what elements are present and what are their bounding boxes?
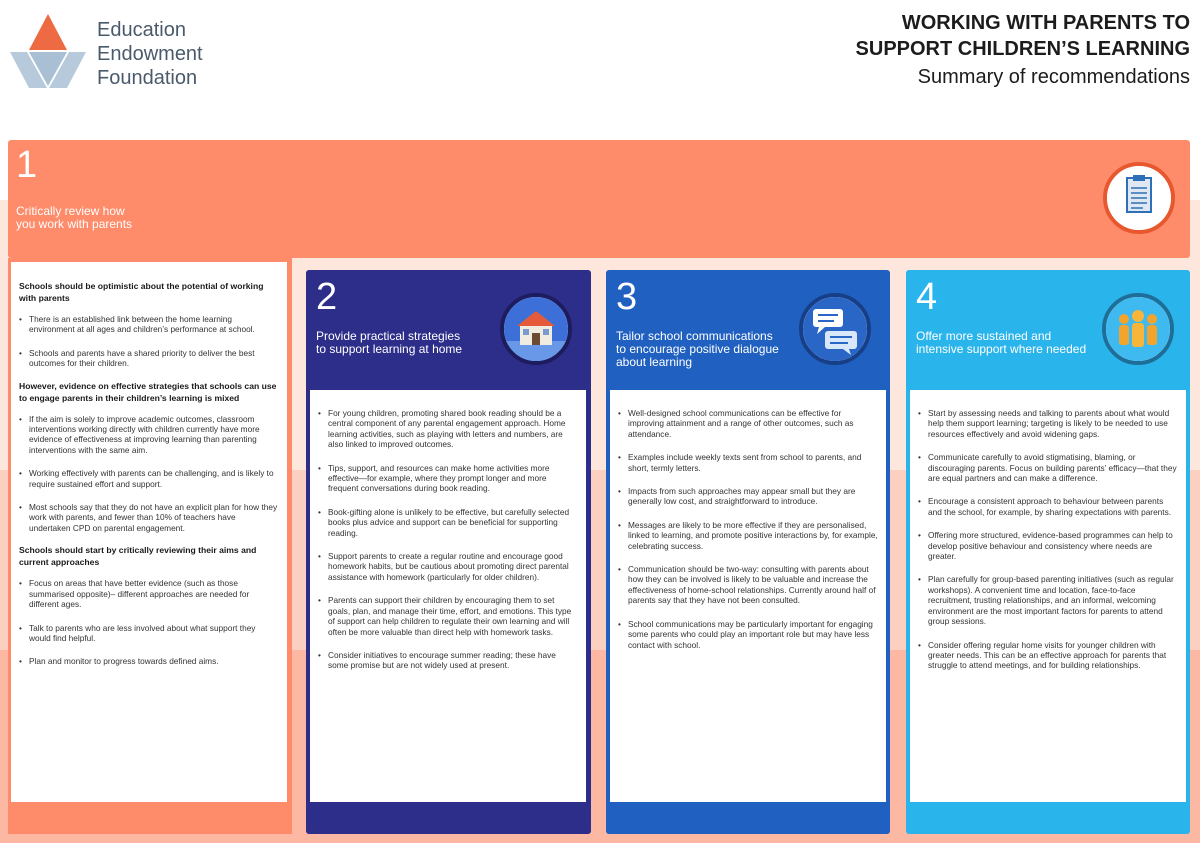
people-group-icon bbox=[1106, 297, 1170, 361]
logo-line-3: Foundation bbox=[97, 67, 198, 89]
rec2-body bbox=[310, 390, 586, 802]
rec3-bullet: • Examples include weekly texts sent from school to parents, and short, termly letters. bbox=[618, 452, 878, 473]
eef-logo-icon bbox=[8, 12, 88, 90]
rec2-card bbox=[306, 270, 591, 834]
rec4-bullet: • Encourage a consistent approach to behaviour between parents and the school, for example, by sharing expectations with parents. bbox=[918, 496, 1178, 517]
rec1-bullet: • Working effectively with parents can be challenging, and is likely to require sustained effort and support. bbox=[19, 468, 279, 489]
rec1-header bbox=[8, 140, 1190, 258]
rec2-bullet: • Support parents to create a regular routine and encourage good homework habits, but be cautious about promoting direct parental assistance with homework (particularly for older children). bbox=[318, 551, 578, 582]
rec4-icon-badge bbox=[1102, 293, 1174, 365]
rec4-bullet: • Start by assessing needs and talking to parents about what would help them support learning; targeting is likely to be needed to use resources effectively and avoid widening gaps. bbox=[918, 408, 1178, 439]
rec4-body bbox=[910, 390, 1186, 802]
rec3-number: 3 bbox=[616, 276, 638, 318]
rec1-bullet: • Schools and parents have a shared priority to deliver the best outcomes for their children. bbox=[19, 348, 279, 369]
rec1-number: 1 bbox=[16, 144, 38, 186]
clipboard-icon bbox=[1107, 166, 1171, 230]
rec1-title: Critically review how you work with parents bbox=[16, 204, 133, 231]
rec3-card bbox=[606, 270, 890, 834]
page-title bbox=[856, 10, 1190, 62]
rec1-bullet: • Talk to parents who are less involved about what support they would find helpful. bbox=[19, 623, 279, 644]
rec4-bullet: • Offering more structured, evidence-based programmes can help to develop positive behaviour and consistency where needs are greater. bbox=[918, 530, 1178, 561]
rec4-number: 4 bbox=[916, 276, 938, 318]
rec2-bullet: • Tips, support, and resources can make home activities more effective—for example, where they prompt longer and more frequent conversations during book reading. bbox=[318, 463, 578, 494]
rec2-icon-badge bbox=[500, 293, 572, 365]
rec3-body bbox=[610, 390, 886, 802]
logo-wordmark bbox=[97, 18, 203, 90]
rec1-body bbox=[11, 262, 287, 802]
logo-line-2: Endowment bbox=[97, 43, 203, 65]
rec1-bullet: • Focus on areas that have better evidence (such as those summarised opposite)– different approaches are needed for different ages. bbox=[19, 578, 279, 609]
logo-line-1: Education bbox=[97, 19, 186, 41]
rec2-bullet: • For young children, promoting shared book reading should be a central component of any parental engagement approach. Home learning activities, such as playing with letters and numbers, are also linked to improved outcomes. bbox=[318, 408, 578, 450]
rec3-bullet: • Communication should be two-way: consulting with parents about how they can be involved is likely to be valuable and increase the effectiveness of home-school relationships. Currently around half of parents say that they have not been consulted. bbox=[618, 564, 878, 606]
rec4-title: Offer more sustained and intensive support where needed bbox=[916, 329, 1087, 356]
rec1-bullet: • Most schools say that they do not have an explicit plan for how they work with parents, and fewer than 10% of teachers have undertaken CPD on parental engagement. bbox=[19, 502, 279, 533]
rec4-bullet: • Plan carefully for group-based parenting initiatives (such as regular workshops). A convenient time and location, face-to-face recruitment, trusting relationships, and an informal, welcoming environment are the most important factors for parents to attend group sessions. bbox=[918, 574, 1178, 626]
rec2-number: 2 bbox=[316, 276, 338, 318]
rec1-heading-3: Schools should start by critically reviewing their aims and current approaches bbox=[19, 545, 257, 568]
rec4-bullet: • Consider offering regular home visits for younger children with greater needs. This can be an effective approach for parents that struggle to attend meetings, and for building relationships. bbox=[918, 640, 1178, 671]
rec2-bullet: • Book-gifting alone is unlikely to be effective, but carefully selected books plus advice and support can be beneficial for supporting reading. bbox=[318, 507, 578, 538]
rec1-bullet: • If the aim is solely to improve academic outcomes, classroom interventions working directly with children currently have more evidence of effectiveness at improving learning than parenting interventions with the same aim. bbox=[19, 414, 279, 456]
rec2-bullet: • Consider initiatives to encourage summer reading; these have some promise but are not widely used at present. bbox=[318, 650, 578, 671]
page-title-line-2: SUPPORT CHILDREN’S LEARNING bbox=[855, 38, 1190, 60]
speech-bubbles-icon bbox=[803, 297, 867, 361]
rec1-bullet: • Plan and monitor to progress towards defined aims. bbox=[19, 656, 279, 666]
rec3-bullet: • Messages are likely to be more effective if they are personalised, linked to learning, and promote positive interactions by, for example, celebrating success. bbox=[618, 520, 878, 551]
rec4-card bbox=[906, 270, 1190, 834]
house-icon bbox=[504, 297, 568, 361]
rec3-bullet: • School communications may be particularly important for engaging some parents who could play an important role but may have less contact with school. bbox=[618, 619, 878, 650]
rec3-bullet: • Well-designed school communications can be effective for improving attainment and a range of other outcomes, such as attendance. bbox=[618, 408, 878, 439]
rec2-bullet: • Parents can support their children by encouraging them to set goals, plan, and manage their time, effort, and emotions. This type of support can help children to regulate their own learning and will often be more valuable than direct help with homework tasks. bbox=[318, 595, 578, 637]
rec1-heading-1: Schools should be optimistic about the potential of working with parents bbox=[19, 281, 264, 303]
page-title-line-1: WORKING WITH PARENTS TO bbox=[901, 12, 1190, 34]
rec3-bullet: • Impacts from such approaches may appear small but they are generally low cost, and straightforward to introduce. bbox=[618, 486, 878, 507]
rec1-icon-badge bbox=[1103, 162, 1175, 234]
rec4-bullet: • Communicate carefully to avoid stigmatising, blaming, or discouraging parents. Focus on building parents’ efficacy—that they are equal partners and can make a difference. bbox=[918, 452, 1178, 483]
rec2-title: Provide practical strategies to support learning at home bbox=[316, 329, 463, 356]
rec3-title: Tailor school communications to encourage positive dialogue about learning bbox=[616, 329, 779, 369]
rec1-heading-2: However, evidence on effective strategies that schools can use to engage parents in their children’s learning is mixed bbox=[19, 380, 277, 403]
rec1-bullet: • There is an established link between the home learning environment at all ages and children’s performance at school. bbox=[19, 314, 279, 335]
page-subtitle: Summary of recommendations bbox=[917, 66, 1190, 88]
rec3-icon-badge bbox=[799, 293, 871, 365]
